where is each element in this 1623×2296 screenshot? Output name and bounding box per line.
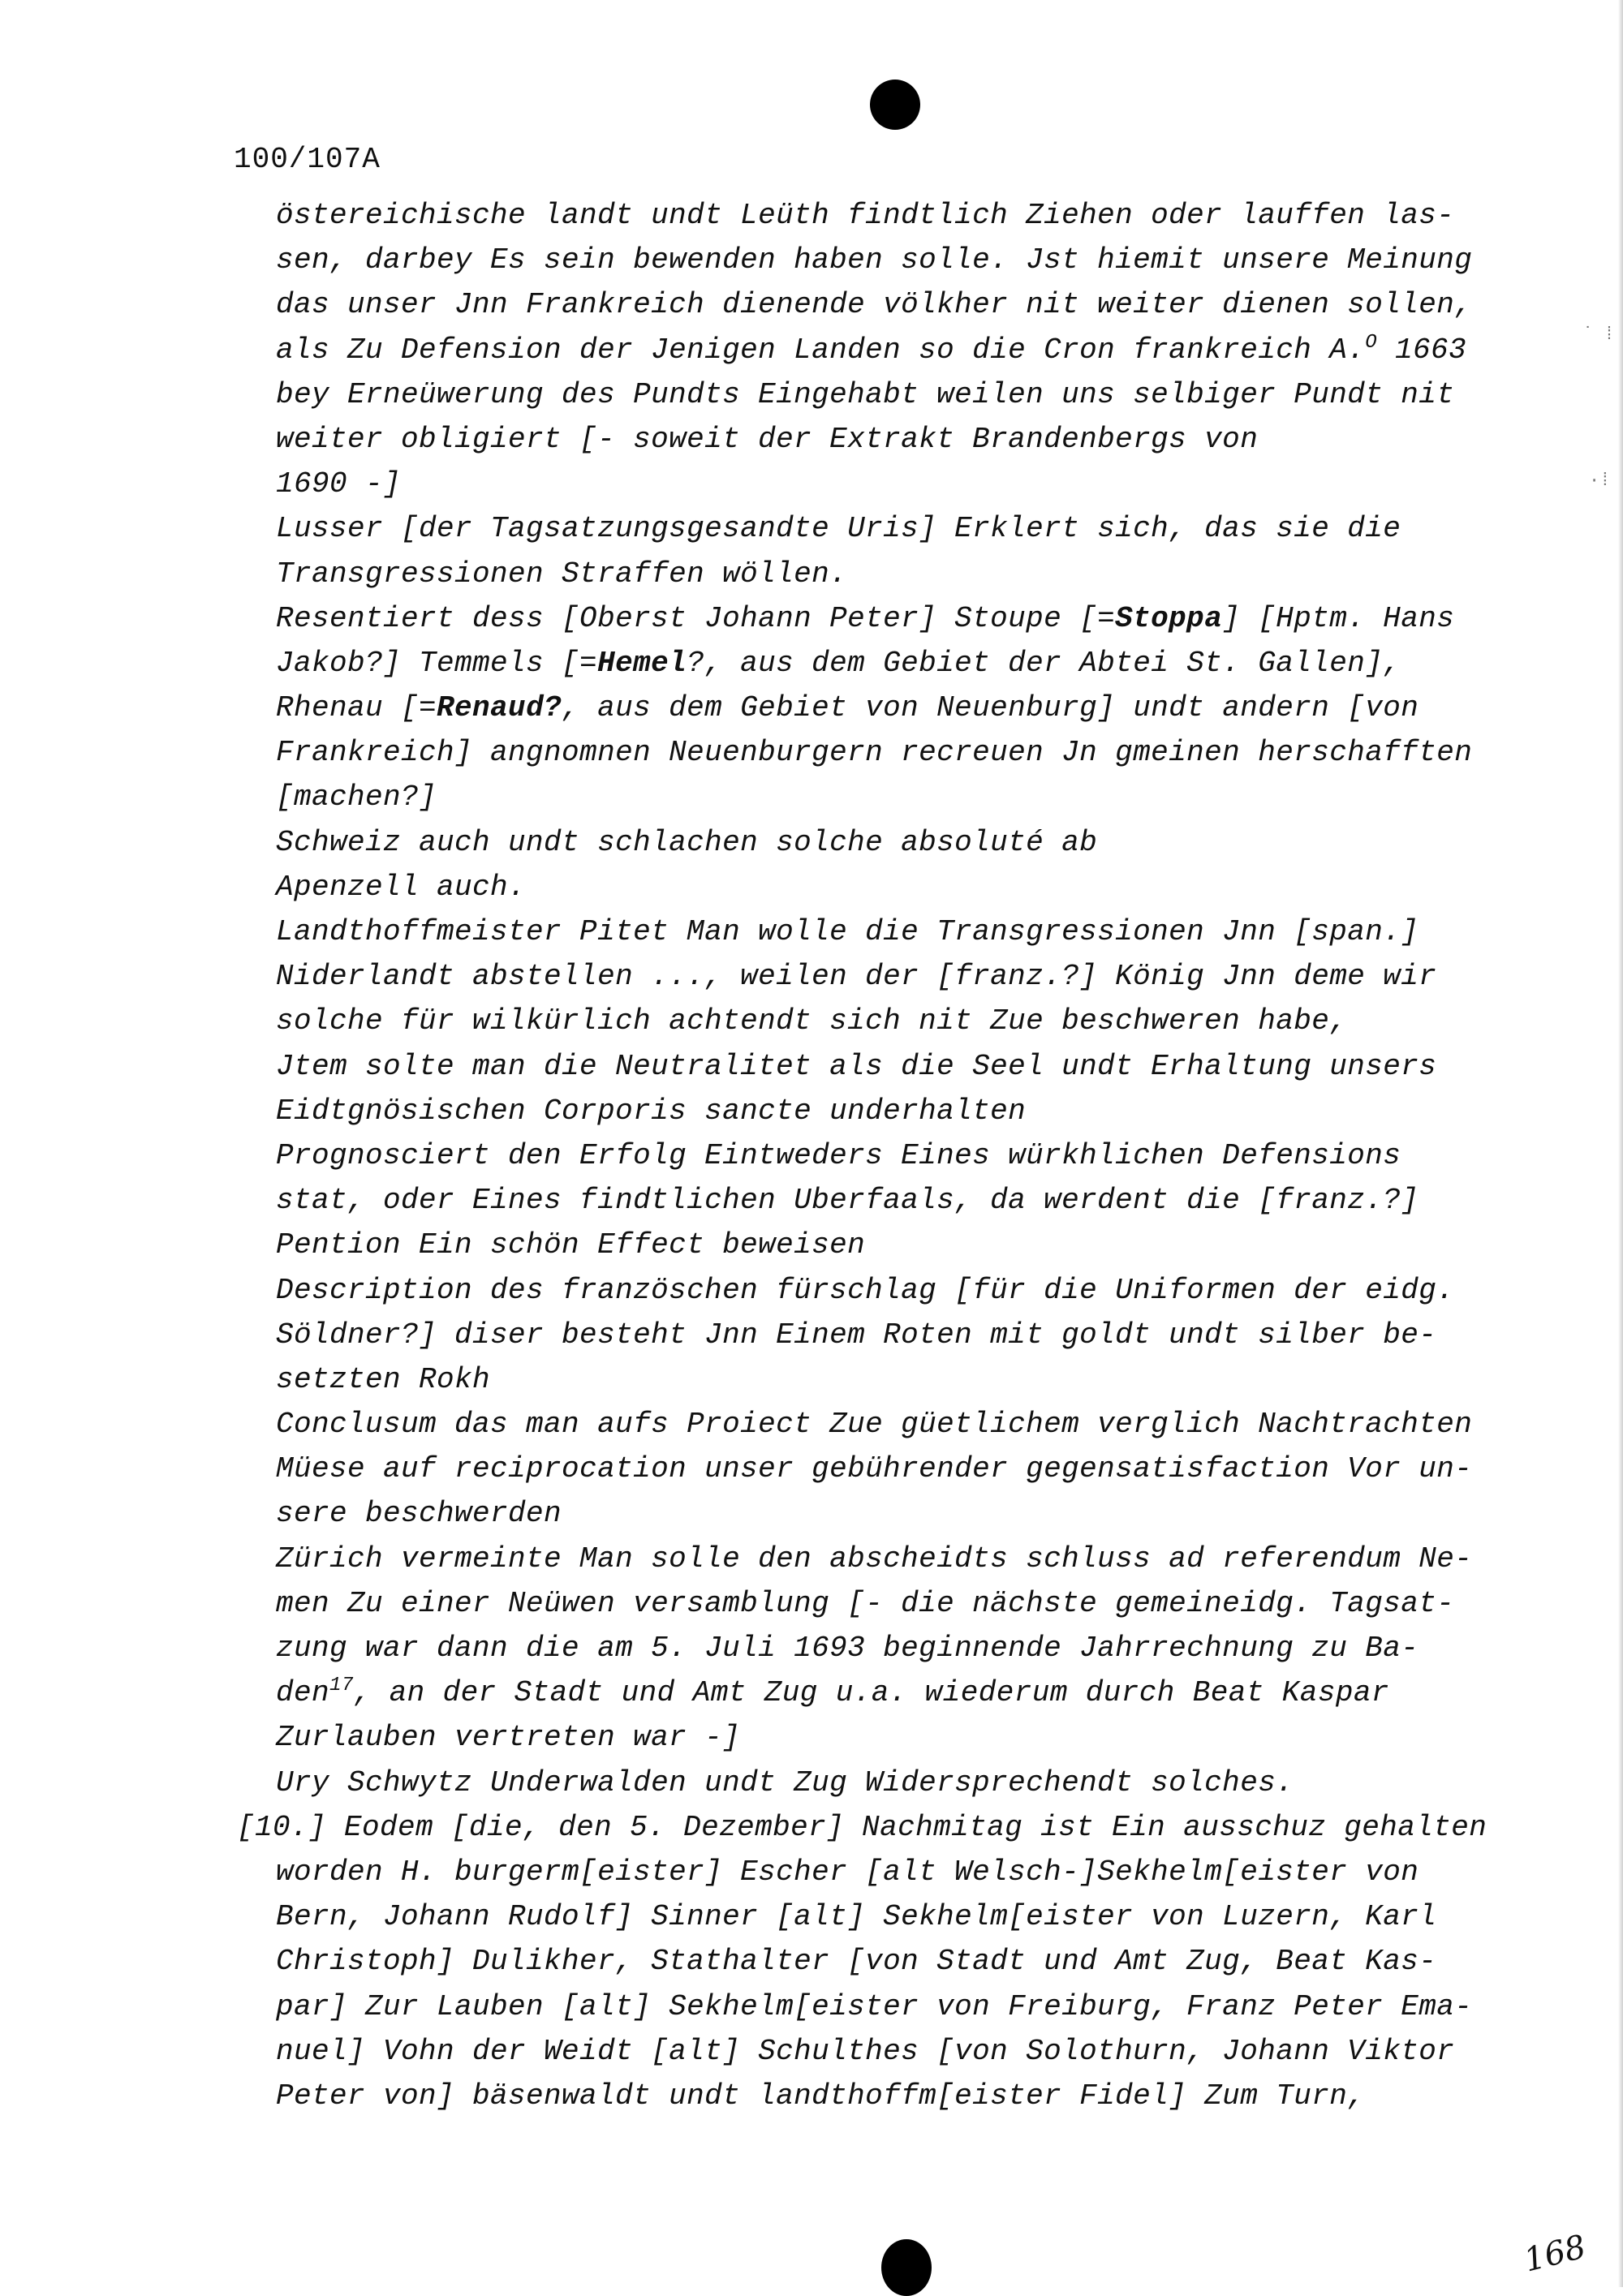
text-line: Transgressionen Straffen wöllen. (276, 557, 848, 591)
text-line: setzten Rokh (276, 1362, 491, 1396)
text-line: Zürich vermeinte Man solle den abscheidts schluss ad referendum Ne- (276, 1541, 1473, 1576)
text-line: Ury Schwytz Underwalden undt Zug Widersprechendt solches. (276, 1765, 1294, 1799)
text-line: Jtem solte man die Neutralitet als die Seel undt Erhaltung unsers (276, 1049, 1437, 1083)
text-line (276, 1670, 1493, 1715)
text-line: Müese auf reciprocation unser gebührender gegensatisfaction Vor un- (276, 1452, 1473, 1486)
text-line: Christoph] Dulikher, Stathalter [von Stadt und Amt Zug, Beat Kas- (276, 1945, 1437, 1979)
handwritten-folio-number: 168 (1520, 2228, 1590, 2280)
text-line: Apenzell auch. (276, 870, 527, 904)
text-line: Zurlauben vertreten war -] (276, 1721, 741, 1755)
text-segment: , aus dem Gebiet von Neuenburg] undt andern [von (562, 691, 1419, 725)
text-line: Prognosciert den Erfolg Eintweders Eines würkhlichen Defensions (276, 1138, 1401, 1172)
text-line: Söldner?] diser besteht Jnn Einem Roten mit goldt undt silber be- (276, 1318, 1437, 1352)
text-line: zung war dann die am 5. Juli 1693 beginnende Jahrrechnung zu Ba- (276, 1632, 1419, 1665)
text-line: Schweiz auch undt schlachen solche absoluté ab (276, 825, 1098, 859)
transcription-body (237, 193, 1493, 2118)
punch-hole-top (870, 80, 920, 130)
text-line (276, 328, 1493, 372)
text-line: bey Erneüwerung des Pundts Eingehabt weilen uns selbiger Pundt nit (276, 377, 1455, 411)
text-line: Conclusum das man aufs Proiect Zue güetlichem verglich Nachtrachten (276, 1408, 1473, 1442)
text-segment: ] [Hptm. Hans (1222, 601, 1455, 635)
text-line-numbered: [10.] Eodem [die, den 5. Dezember] Nachmitag ist Ein ausschuz gehalten (237, 1810, 1487, 1844)
text-line: 1690 -] (276, 467, 402, 501)
text-line: Lusser [der Tagsatzungsgesandte Uris] Erklert sich, das sie die (276, 512, 1401, 546)
text-segment: , an der Stadt und Amt Zug u.a. wiederum durch Beat Kaspar (353, 1676, 1389, 1710)
bold-name: Stoppa (1115, 601, 1223, 635)
text-line: Pention Ein schön Effect beweisen (276, 1228, 866, 1262)
text-line: östereichische landt undt Leüth findtlich Ziehen oder lauffen las- (276, 199, 1455, 232)
text-line: Frankreich] angnomnen Neuenburgern recreuen Jn gmeinen herschafften (276, 736, 1473, 770)
text-line (276, 641, 1493, 686)
text-segment: den (276, 1676, 330, 1710)
text-line: Niderlandt abstellen ..., weilen der [franz.?] König Jnn deme wir (276, 960, 1437, 994)
text-line: weiter obligiert [- soweit der Extrakt Brandenbergs von (276, 422, 1259, 456)
text-line: [machen?] (276, 780, 437, 815)
text-segment: Resentiert dess [Oberst Johann Peter] Stoupe [= (276, 601, 1116, 635)
bold-name: Hemel (597, 646, 687, 680)
text-line: das unser Jnn Frankreich dienende völkher nit weiter dienen sollen, (276, 288, 1473, 322)
text-line (276, 686, 1493, 730)
text-line: nuel] Vohn der Weidt [alt] Schulthes [von Solothurn, Johann Viktor (276, 2034, 1455, 2068)
text-line: men Zu einer Neüwen versamblung [- die nächste gemeineidg. Tagsat- (276, 1586, 1455, 1620)
text-line: stat, oder Eines findtlichen Uberfaals, da werdent die [franz.?] (276, 1184, 1419, 1218)
superscript-o: O (1365, 331, 1378, 354)
text-segment: 1663 (1377, 333, 1467, 367)
page-id: 100/107A (234, 143, 381, 176)
text-segment: als Zu Defension der Jenigen Landen so die Cron frankreich A. (276, 333, 1366, 367)
text-line: Landthoffmeister Pitet Man wolle die Transgressionen Jnn [span.] (276, 915, 1419, 948)
text-line: Description des französchen fürschlag [für die Uniformen der eidg. (276, 1273, 1455, 1307)
text-line: sen, darbey Es sein bewenden haben solle. Jst hiemit unsere Meinung (276, 243, 1473, 277)
text-segment: Jakob?] Temmels [= (276, 646, 598, 680)
margin-specks: ·⁞ (1589, 471, 1611, 491)
text-line: Eidtgnösischen Corporis sancte underhalten (276, 1094, 1027, 1128)
page-edge-shadow (1618, 0, 1623, 2287)
margin-specks: ˙ ⁞ (1582, 325, 1615, 345)
text-line: worden H. burgerm[eister] Escher [alt Welsch-]Sekhelm[eister von (276, 1855, 1419, 1889)
text-line: sere beschwerden (276, 1497, 562, 1531)
punch-hole-bottom (881, 2239, 932, 2296)
bold-name: Renaud? (437, 691, 562, 725)
footnote-ref: 17 (329, 1675, 354, 1697)
text-segment: ?, aus dem Gebiet der Abtei St. Gallen], (687, 646, 1401, 680)
text-segment: Rhenau [= (276, 691, 437, 725)
text-line (276, 596, 1493, 641)
text-line: Bern, Johann Rudolf] Sinner [alt] Sekhelm[eister von Luzern, Karl (276, 1900, 1437, 1934)
text-line: par] Zur Lauben [alt] Sekhelm[eister von Freiburg, Franz Peter Ema- (276, 1989, 1473, 2023)
text-line: solche für wilkürlich achtendt sich nit Zue beschweren habe, (276, 1004, 1348, 1038)
text-line: Peter von] bäsenwaldt undt landthoffm[eister Fidel] Zum Turn, (276, 2079, 1366, 2113)
